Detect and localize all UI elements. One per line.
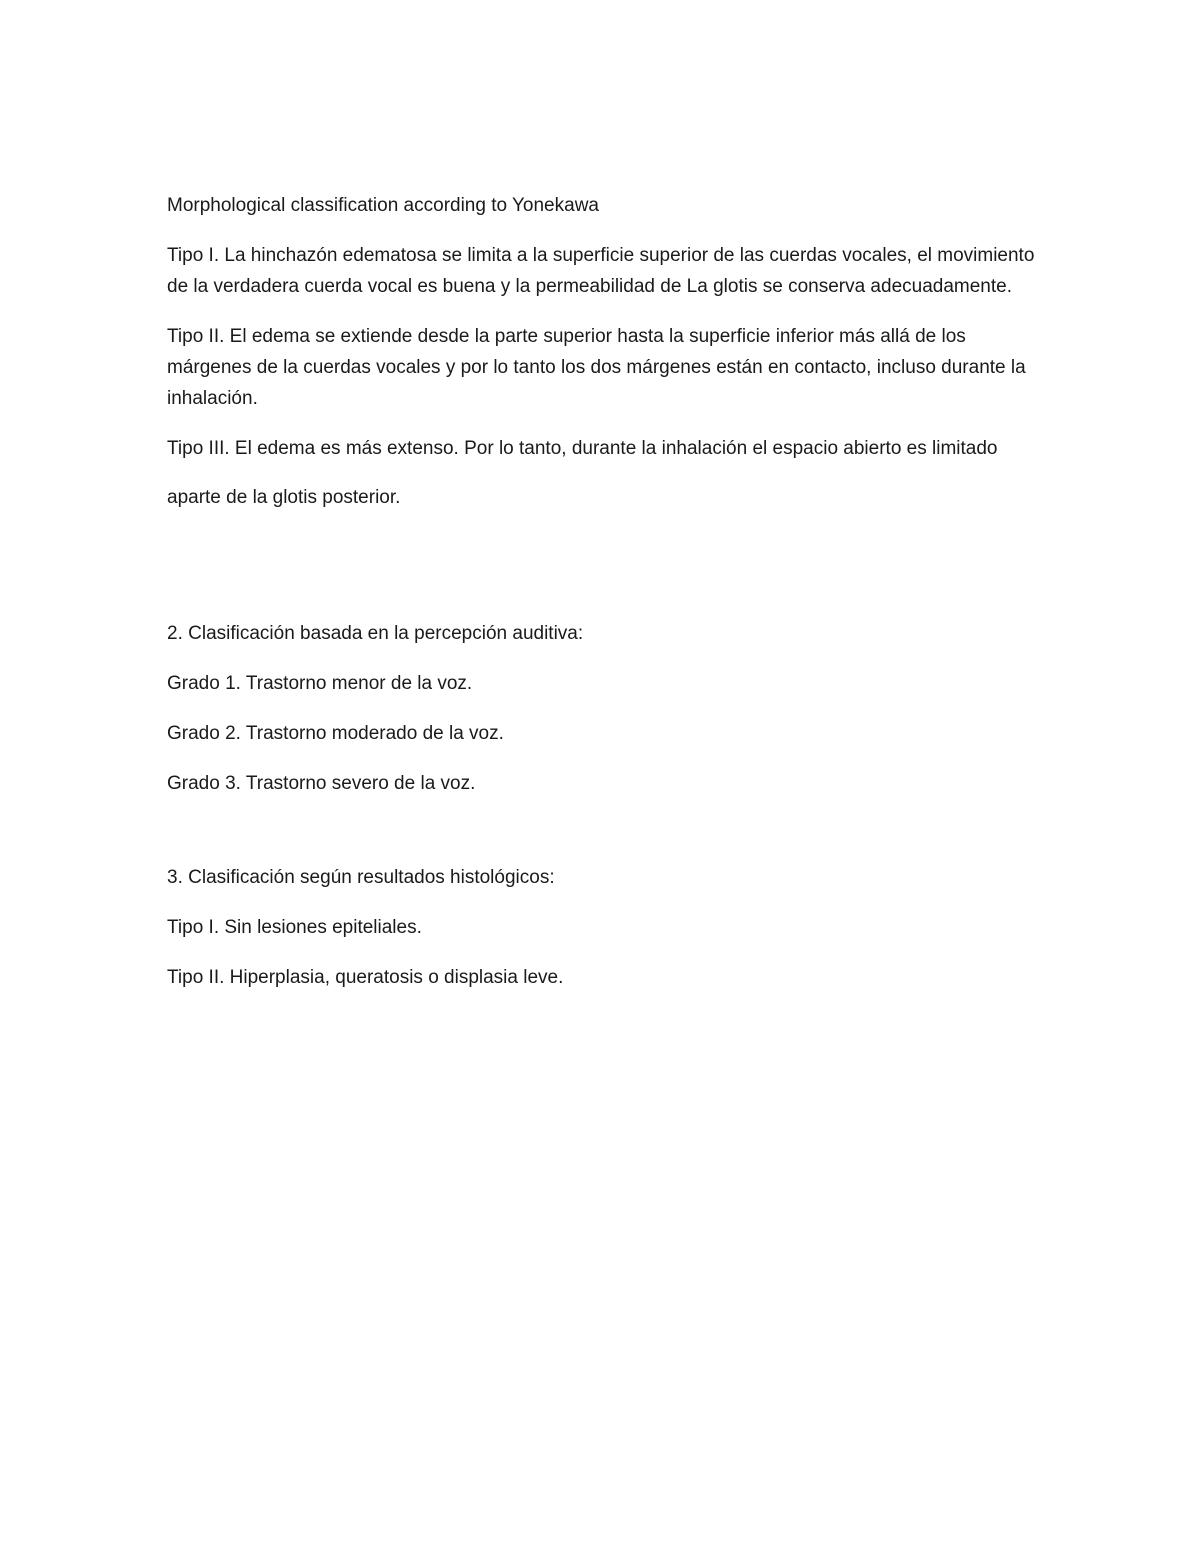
section-2-heading: 2. Clasificación basada en la percepción auditiva: xyxy=(167,623,584,644)
section-2-item-3: Grado 3. Trastorno severo de la voz. xyxy=(167,773,476,794)
document-title: Morphological classification according to Yonekawa xyxy=(167,195,599,216)
section-2-item-2: Grado 2. Trastorno moderado de la voz. xyxy=(167,723,504,744)
spacer xyxy=(167,818,1047,862)
section-3-item-2: Tipo II. Hiperplasia, queratosis o displasia leve. xyxy=(167,967,564,988)
spacer xyxy=(167,522,1047,618)
yonekawa-type-1: Tipo I. La hinchazón edematosa se limita a la superficie superior de las cuerdas vocales, el movimiento de la verdadera cuerda vocal es buena y la permeabilidad de La glotis se conserva adecuadamente. xyxy=(167,245,1035,297)
document-body xyxy=(167,190,1047,1012)
section-2-item-1: Grado 1. Trastorno menor de la voz. xyxy=(167,673,473,694)
section-3-heading: 3. Clasificación según resultados histológicos: xyxy=(167,867,555,888)
yonekawa-type-3: Tipo III. El edema es más extenso. Por lo tanto, durante la inhalación el espacio abierto es limitado aparte de la glotis posterior. xyxy=(167,438,998,508)
section-3-item-1: Tipo I. Sin lesiones epiteliales. xyxy=(167,917,422,938)
yonekawa-type-2: Tipo II. El edema se extiende desde la parte superior hasta la superficie inferior más allá de los márgenes de la cuerdas vocales y por lo tanto los dos márgenes están en contacto, incluso durante la inhalación. xyxy=(167,326,1026,409)
